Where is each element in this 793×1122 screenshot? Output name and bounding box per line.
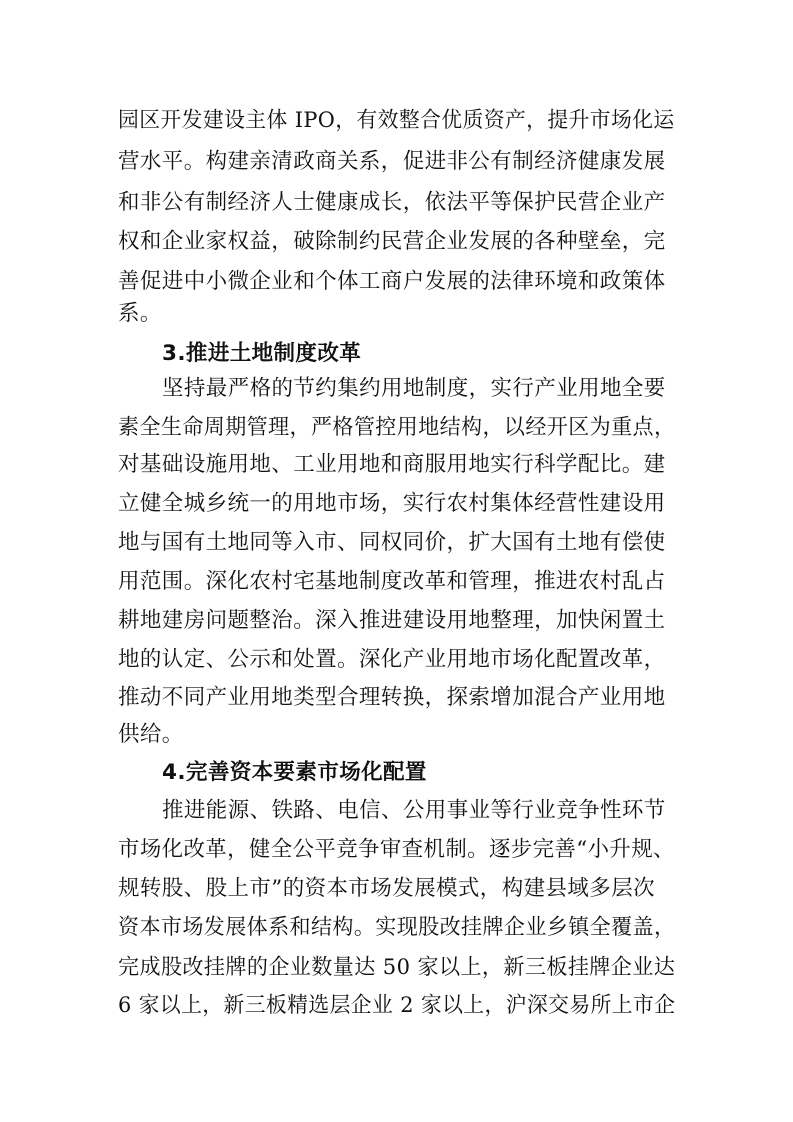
paragraph-line: 完成股改挂牌的企业数量达 50 家以上，新三板挂牌企业达 (118, 955, 676, 980)
paragraph-line: 善促进中小微企业和个体工商户发展的法律环境和政策体 (118, 269, 666, 294)
paragraph-line: 资本市场发展体系和结构。实现股改挂牌企业乡镇全覆盖， (118, 915, 676, 940)
paragraph-line: 推进能源、铁路、电信、公用事业等行业竞争性环节 (162, 798, 666, 823)
paragraph-line: 用范围。深化农村宅基地制度改革和管理，推进农村乱占 (118, 569, 666, 594)
paragraph-line: 6 家以上，新三板精选层企业 2 家以上，沪深交易所上市企 (118, 993, 676, 1018)
paragraph-line: 规转股、股上市”的资本市场发展模式，构建县域多层次 (118, 876, 655, 901)
paragraph-line: 权和企业家权益，破除制约民营企业发展的各种壁垒，完 (118, 229, 666, 254)
paragraph-line: 供给。 (118, 722, 184, 747)
paragraph-line: 耕地建房问题整治。深入推进建设用地整理，加快闲置土 (118, 608, 666, 633)
paragraph-line: 对基础设施用地、工业用地和商服用地实行科学配比。建 (118, 452, 666, 477)
paragraph-line: 地的认定、公示和处置。深化产业用地市场化配置改革， (118, 647, 666, 672)
section-heading: 3.推进土地制度改革 (162, 341, 362, 366)
paragraph-line: 营水平。构建亲清政商关系，促进非公有制经济健康发展 (118, 149, 666, 174)
paragraph-line: 推动不同产业用地类型合理转换，探索增加混合产业用地 (118, 685, 666, 710)
paragraph-line: 素全生命周期管理，严格管控用地结构，以经开区为重点， (118, 415, 676, 440)
paragraph-line: 系。 (118, 301, 162, 326)
paragraph-line: 立健全城乡统一的用地市场，实行农村集体经营性建设用 (118, 491, 666, 516)
paragraph-line: 园区开发建设主体 IPO，有效整合优质资产，提升市场化运 (118, 108, 675, 133)
paragraph-line: 和非公有制经济人士健康成长，依法平等保护民营企业产 (118, 190, 666, 215)
paragraph-line: 市场化改革，健全公平竞争审查机制。逐步完善“小升规、 (118, 837, 675, 862)
paragraph-line: 坚持最严格的节约集约用地制度，实行产业用地全要 (162, 376, 666, 401)
paragraph-line: 地与国有土地同等入市、同权同价，扩大国有土地有偿使 (118, 530, 666, 555)
section-heading: 4.完善资本要素市场化配置 (162, 760, 427, 785)
